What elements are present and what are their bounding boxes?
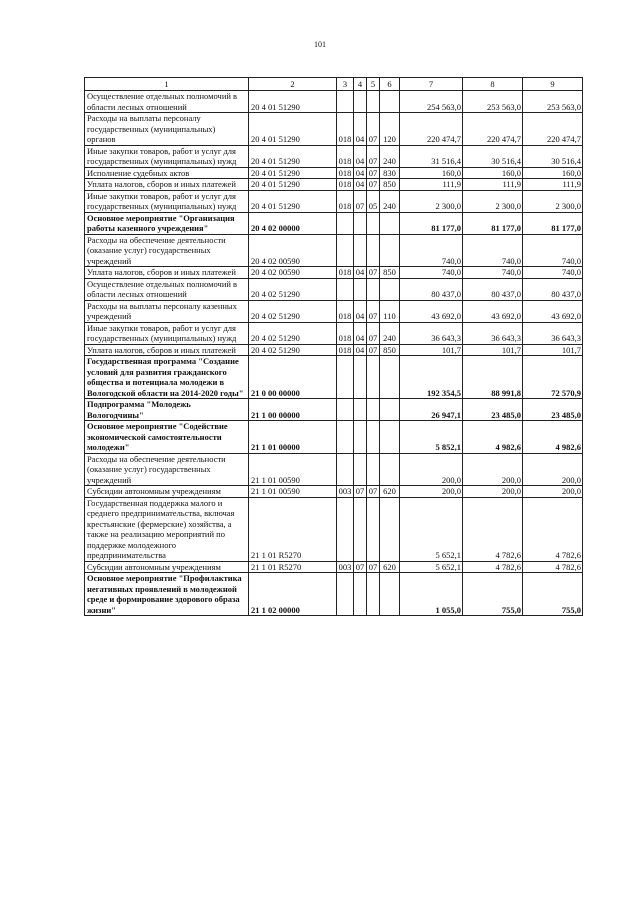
- row-section: [354, 573, 367, 616]
- row-expense-type: 850: [380, 344, 400, 356]
- row-subsection: 07: [367, 486, 380, 498]
- row-amount-3: 23 485,0: [523, 399, 583, 421]
- header-cell-6: 6: [380, 78, 400, 91]
- row-section: 04: [354, 167, 367, 179]
- table-row: [85, 356, 583, 399]
- header-cell-9: 9: [523, 78, 583, 91]
- header-cell-2: 2: [249, 78, 337, 91]
- row-subsection: [367, 573, 380, 616]
- row-expense-type: 240: [380, 190, 400, 212]
- table-row: [85, 190, 583, 212]
- row-amount-3: 36 643,3: [523, 322, 583, 344]
- row-amount-3: 220 474,7: [523, 113, 583, 146]
- row-ministry: [337, 573, 354, 616]
- row-amount-2: 4 782,6: [463, 561, 523, 573]
- row-amount-2: 4 982,6: [463, 421, 523, 454]
- row-code: 20 4 01 51290: [249, 145, 337, 167]
- budget-table: [84, 77, 583, 616]
- row-section: 07: [354, 561, 367, 573]
- row-subsection: [367, 399, 380, 421]
- row-amount-2: 200,0: [463, 486, 523, 498]
- row-name: Основное мероприятие "Организация работы казенного учреждения": [85, 212, 249, 234]
- row-amount-1: 254 563,0: [400, 91, 463, 113]
- row-amount-2: 43 692,0: [463, 300, 523, 322]
- row-amount-3: 4 782,6: [523, 561, 583, 573]
- row-amount-3: 81 177,0: [523, 212, 583, 234]
- row-ministry: 003: [337, 561, 354, 573]
- row-code: 21 0 00 00000: [249, 356, 337, 399]
- table-row: [85, 421, 583, 454]
- row-amount-1: 43 692,0: [400, 300, 463, 322]
- row-name: Подпрограмма "Молодежь Вологодчины": [85, 399, 249, 421]
- row-section: 04: [354, 322, 367, 344]
- row-expense-type: 620: [380, 561, 400, 573]
- header-row: [85, 78, 583, 91]
- table-row: [85, 212, 583, 234]
- row-name: Иные закупки товаров, работ и услуг для государственных (муниципальных) нужд: [85, 322, 249, 344]
- row-ministry: 018: [337, 322, 354, 344]
- row-amount-1: 1 055,0: [400, 573, 463, 616]
- row-subsection: [367, 356, 380, 399]
- row-amount-2: 36 643,3: [463, 322, 523, 344]
- row-ministry: [337, 453, 354, 486]
- table-row: [85, 399, 583, 421]
- row-amount-3: 200,0: [523, 486, 583, 498]
- table-row: [85, 145, 583, 167]
- row-section: [354, 234, 367, 267]
- header-cell-8: 8: [463, 78, 523, 91]
- row-amount-1: 36 643,3: [400, 322, 463, 344]
- row-expense-type: 850: [380, 267, 400, 279]
- row-code: 20 4 01 51290: [249, 190, 337, 212]
- row-subsection: 07: [367, 113, 380, 146]
- header-cell-3: 3: [337, 78, 354, 91]
- row-amount-3: 755,0: [523, 573, 583, 616]
- row-name: Расходы на обеспечение деятельности (оказание услуг) государственных учреждений: [85, 234, 249, 267]
- row-name: Государственная поддержка малого и среднего предпринимательства, включая крестьянские (фермерские) хозяйства, а также на реализацию мероприятий по поддержке молодежного предпринимательства: [85, 497, 249, 561]
- row-name: Государственная программа "Создание условий для развития гражданского общества и потенциала молодежи в Вологодской области на 2014-2020 годы": [85, 356, 249, 399]
- row-name: Осуществление отдельных полномочий в области лесных отношений: [85, 278, 249, 300]
- row-subsection: 05: [367, 190, 380, 212]
- row-ministry: [337, 497, 354, 561]
- table-row: [85, 300, 583, 322]
- row-expense-type: [380, 421, 400, 454]
- row-ministry: [337, 91, 354, 113]
- row-expense-type: [380, 399, 400, 421]
- row-amount-1: 2 300,0: [400, 190, 463, 212]
- row-amount-3: 4 982,6: [523, 421, 583, 454]
- row-code: 21 1 02 00000: [249, 573, 337, 616]
- row-code: 20 4 01 51290: [249, 179, 337, 191]
- row-name: Уплата налогов, сборов и иных платежей: [85, 344, 249, 356]
- row-expense-type: [380, 453, 400, 486]
- row-amount-2: 200,0: [463, 453, 523, 486]
- row-amount-3: 80 437,0: [523, 278, 583, 300]
- row-amount-2: 2 300,0: [463, 190, 523, 212]
- row-section: 07: [354, 190, 367, 212]
- row-expense-type: [380, 497, 400, 561]
- row-subsection: [367, 421, 380, 454]
- row-section: [354, 453, 367, 486]
- row-amount-3: 160,0: [523, 167, 583, 179]
- row-expense-type: [380, 91, 400, 113]
- row-expense-type: 830: [380, 167, 400, 179]
- row-name: Иные закупки товаров, работ и услуг для государственных (муниципальных) нужд: [85, 145, 249, 167]
- row-subsection: 07: [367, 344, 380, 356]
- row-ministry: 018: [337, 145, 354, 167]
- row-amount-1: 111,9: [400, 179, 463, 191]
- row-code: 20 4 01 51290: [249, 91, 337, 113]
- row-name: Исполнение судебных актов: [85, 167, 249, 179]
- row-subsection: [367, 212, 380, 234]
- row-code: 20 4 01 51290: [249, 113, 337, 146]
- row-name: Основное мероприятие "Содействие экономической самостоятельности молодежи": [85, 421, 249, 454]
- row-amount-1: 160,0: [400, 167, 463, 179]
- table-row: [85, 267, 583, 279]
- row-code: 21 1 01 00590: [249, 486, 337, 498]
- row-amount-1: 81 177,0: [400, 212, 463, 234]
- row-amount-1: 5 852,1: [400, 421, 463, 454]
- row-ministry: [337, 399, 354, 421]
- row-amount-3: 101,7: [523, 344, 583, 356]
- row-ministry: 018: [337, 113, 354, 146]
- row-amount-2: 740,0: [463, 234, 523, 267]
- row-code: 20 4 02 00000: [249, 212, 337, 234]
- row-amount-2: 755,0: [463, 573, 523, 616]
- row-amount-3: 30 516,4: [523, 145, 583, 167]
- row-subsection: [367, 278, 380, 300]
- row-amount-3: 2 300,0: [523, 190, 583, 212]
- row-amount-2: 81 177,0: [463, 212, 523, 234]
- row-code: 20 4 02 51290: [249, 344, 337, 356]
- table-row: [85, 573, 583, 616]
- row-section: [354, 421, 367, 454]
- header-cell-7: 7: [400, 78, 463, 91]
- row-code: 21 1 01 R5270: [249, 497, 337, 561]
- row-expense-type: [380, 234, 400, 267]
- row-name: Уплата налогов, сборов и иных платежей: [85, 267, 249, 279]
- row-subsection: 07: [367, 300, 380, 322]
- table-row: [85, 453, 583, 486]
- row-section: [354, 91, 367, 113]
- row-expense-type: [380, 278, 400, 300]
- table-row: [85, 179, 583, 191]
- row-section: 04: [354, 145, 367, 167]
- row-subsection: 07: [367, 322, 380, 344]
- table-row: [85, 322, 583, 344]
- row-code: 20 4 01 51290: [249, 167, 337, 179]
- row-amount-3: 740,0: [523, 267, 583, 279]
- row-amount-3: 253 563,0: [523, 91, 583, 113]
- row-name: Иные закупки товаров, работ и услуг для государственных (муниципальных) нужд: [85, 190, 249, 212]
- table-row: [85, 91, 583, 113]
- row-expense-type: 240: [380, 322, 400, 344]
- row-amount-3: 111,9: [523, 179, 583, 191]
- row-ministry: 018: [337, 167, 354, 179]
- row-ministry: 018: [337, 267, 354, 279]
- row-ministry: [337, 212, 354, 234]
- row-code: 20 4 02 51290: [249, 300, 337, 322]
- row-section: 04: [354, 300, 367, 322]
- row-subsection: 07: [367, 167, 380, 179]
- row-amount-2: 111,9: [463, 179, 523, 191]
- row-amount-2: 30 516,4: [463, 145, 523, 167]
- row-subsection: 07: [367, 145, 380, 167]
- row-amount-3: 740,0: [523, 234, 583, 267]
- page-number: 101: [314, 40, 326, 49]
- row-name: Субсидии автономным учреждениям: [85, 561, 249, 573]
- row-amount-3: 72 570,9: [523, 356, 583, 399]
- row-ministry: [337, 356, 354, 399]
- row-expense-type: 620: [380, 486, 400, 498]
- row-ministry: 018: [337, 179, 354, 191]
- row-code: 20 4 02 00590: [249, 267, 337, 279]
- row-name: Субсидии автономным учреждениям: [85, 486, 249, 498]
- row-name: Расходы на выплаты персоналу государственных (муниципальных) органов: [85, 113, 249, 146]
- row-amount-2: 740,0: [463, 267, 523, 279]
- row-section: 04: [354, 179, 367, 191]
- row-code: 21 1 01 00000: [249, 421, 337, 454]
- row-section: [354, 399, 367, 421]
- row-name: Расходы на обеспечение деятельности (оказание услуг) государственных учреждений: [85, 453, 249, 486]
- row-amount-1: 740,0: [400, 267, 463, 279]
- row-ministry: [337, 421, 354, 454]
- row-name: Основное мероприятие "Профилактика негативных проявлений в молодежной среде и формирование здорового образа жизни": [85, 573, 249, 616]
- table-row: [85, 486, 583, 498]
- table-row: [85, 561, 583, 573]
- row-amount-1: 5 652,1: [400, 561, 463, 573]
- header-cell-4: 4: [354, 78, 367, 91]
- row-expense-type: [380, 356, 400, 399]
- row-section: 04: [354, 267, 367, 279]
- row-amount-3: 200,0: [523, 453, 583, 486]
- row-name: Расходы на выплаты персоналу казенных учреждений: [85, 300, 249, 322]
- row-amount-1: 101,7: [400, 344, 463, 356]
- row-subsection: 07: [367, 179, 380, 191]
- row-amount-1: 192 354,5: [400, 356, 463, 399]
- row-ministry: 018: [337, 344, 354, 356]
- row-subsection: [367, 497, 380, 561]
- row-ministry: [337, 278, 354, 300]
- row-code: 20 4 02 51290: [249, 278, 337, 300]
- row-amount-3: 43 692,0: [523, 300, 583, 322]
- row-expense-type: 850: [380, 179, 400, 191]
- row-amount-1: 5 652,1: [400, 497, 463, 561]
- row-expense-type: 120: [380, 113, 400, 146]
- table-row: [85, 497, 583, 561]
- row-subsection: 07: [367, 561, 380, 573]
- row-code: 21 1 01 R5270: [249, 561, 337, 573]
- row-expense-type: [380, 573, 400, 616]
- row-subsection: 07: [367, 267, 380, 279]
- row-expense-type: 110: [380, 300, 400, 322]
- row-amount-1: 80 437,0: [400, 278, 463, 300]
- row-subsection: [367, 91, 380, 113]
- header-cell-1: 1: [85, 78, 249, 91]
- row-code: 21 1 00 00000: [249, 399, 337, 421]
- row-ministry: 018: [337, 300, 354, 322]
- row-code: 20 4 02 00590: [249, 234, 337, 267]
- table-row: [85, 278, 583, 300]
- row-expense-type: 240: [380, 145, 400, 167]
- row-amount-2: 88 991,8: [463, 356, 523, 399]
- row-amount-1: 200,0: [400, 453, 463, 486]
- row-name: Осуществление отдельных полномочий в области лесных отношений: [85, 91, 249, 113]
- row-amount-1: 220 474,7: [400, 113, 463, 146]
- row-amount-2: 4 782,6: [463, 497, 523, 561]
- row-ministry: [337, 234, 354, 267]
- row-ministry: 003: [337, 486, 354, 498]
- row-amount-3: 4 782,6: [523, 497, 583, 561]
- row-section: 07: [354, 486, 367, 498]
- row-amount-1: 740,0: [400, 234, 463, 267]
- row-subsection: [367, 234, 380, 267]
- row-section: [354, 497, 367, 561]
- row-section: [354, 278, 367, 300]
- table-row: [85, 113, 583, 146]
- row-amount-2: 101,7: [463, 344, 523, 356]
- row-amount-1: 26 947,1: [400, 399, 463, 421]
- table-row: [85, 234, 583, 267]
- row-section: [354, 356, 367, 399]
- row-amount-2: 160,0: [463, 167, 523, 179]
- table-row: [85, 344, 583, 356]
- row-code: 20 4 02 51290: [249, 322, 337, 344]
- row-amount-2: 253 563,0: [463, 91, 523, 113]
- row-code: 21 1 01 00590: [249, 453, 337, 486]
- row-section: [354, 212, 367, 234]
- row-ministry: 018: [337, 190, 354, 212]
- row-amount-2: 220 474,7: [463, 113, 523, 146]
- row-amount-1: 200,0: [400, 486, 463, 498]
- table-row: [85, 167, 583, 179]
- row-amount-2: 23 485,0: [463, 399, 523, 421]
- row-name: Уплата налогов, сборов и иных платежей: [85, 179, 249, 191]
- row-amount-2: 80 437,0: [463, 278, 523, 300]
- row-subsection: [367, 453, 380, 486]
- row-section: 04: [354, 344, 367, 356]
- row-section: 04: [354, 113, 367, 146]
- row-amount-1: 31 516,4: [400, 145, 463, 167]
- row-expense-type: [380, 212, 400, 234]
- header-cell-5: 5: [367, 78, 380, 91]
